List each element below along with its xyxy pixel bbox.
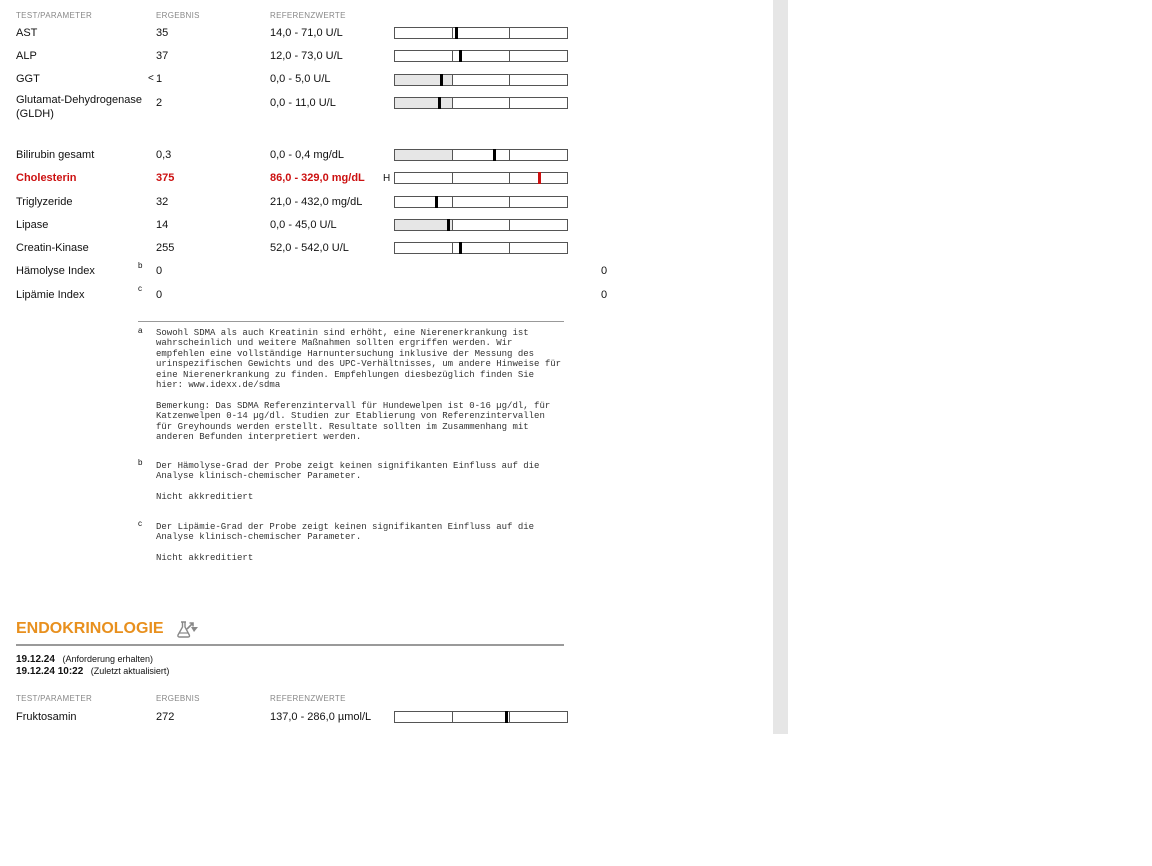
date-updated [16, 666, 169, 677]
test-name-high: Cholesterin [16, 172, 77, 184]
footnote-text: Sowohl SDMA als auch Kreatinin sind erhöht, eine Nierenerkrankung ist wahrscheinlich und weitere Maßnahmen sollten ergriffen werden. Wir empfehlen eine vollständige Harnuntersuchung inklusive der Messung des urinspezifischen Gewichts und des UPC-Verhältnisses, um andere Hinweise für eine Nierenerkrankung zu finden. Empfehlungen diesbezüglich finden Sie hier: www.idexx.de/sdma Bemerkung: Das SDMA Referenzintervall für Hundewelpen ist 0-16 µg/dl, für Katzenwelpen 0-14 µg/dl. Studien zur Etablierung von Referenzintervallen für Greyhounds werden erstellt. Resultate sollten im Zusammenhang mit anderen Befunden interpretiert werden. [156, 328, 562, 443]
range-bar [394, 711, 568, 723]
test-name: GGT [16, 73, 40, 85]
test-reference: 0,0 - 5,0 U/L [270, 73, 331, 85]
footnote-marker: a [138, 326, 143, 335]
test-name: Bilirubin gesamt [16, 149, 95, 161]
header-reference: REFERENZWERTE [270, 11, 346, 20]
range-marker [459, 242, 462, 254]
header-result: ERGEBNIS [156, 694, 200, 703]
range-marker [505, 711, 508, 723]
test-result: 37 [156, 50, 169, 62]
test-name: Creatin-Kinase [16, 242, 89, 254]
result-prefix: < [148, 73, 154, 84]
date-updated-value: 19.12.24 10:22 [16, 666, 84, 677]
range-bar [394, 242, 568, 254]
range-marker [435, 196, 438, 208]
section-title: ENDOKRINOLOGIE [16, 620, 164, 637]
index-result: 0 [156, 289, 163, 301]
test-name: Glutamat-Dehydrogenase [16, 94, 142, 106]
footnote-marker: c [138, 519, 142, 528]
test-reference: 14,0 - 71,0 U/L [270, 27, 343, 39]
date-received-label: (Anforderung erhalten) [62, 654, 154, 664]
footnote-text: Der Lipämie-Grad der Probe zeigt keinen signifikanten Einfluss auf die Analyse klinisch-chemischer Parameter. Nicht akkreditiert [156, 522, 535, 564]
index-value-right: 0 [601, 289, 608, 301]
test-reference-high: 86,0 - 329,0 mg/dL [270, 172, 365, 184]
range-marker [447, 219, 450, 231]
test-result: 0,3 [156, 149, 172, 161]
index-name: Lipämie Index [16, 289, 85, 301]
range-bar [394, 219, 568, 231]
range-marker-high [538, 172, 541, 184]
header-test: TEST/PARAMETER [16, 694, 93, 703]
section-divider [16, 644, 564, 646]
range-marker [455, 27, 458, 39]
footnote-marker: b [138, 458, 143, 467]
range-bar [394, 50, 568, 62]
range-marker [438, 97, 441, 109]
notes-divider [138, 321, 564, 322]
date-received-value: 19.12.24 [16, 654, 55, 665]
test-name: Triglyzeride [16, 196, 73, 208]
test-name: AST [16, 27, 38, 39]
index-value-right: 0 [601, 265, 608, 277]
test-result: 32 [156, 196, 169, 208]
test-result: 272 [156, 711, 175, 723]
range-marker [440, 74, 443, 86]
test-reference: 137,0 - 286,0 µmol/L [270, 711, 372, 723]
range-bar [394, 149, 568, 161]
header-reference: REFERENZWERTE [270, 694, 346, 703]
test-name: Lipase [16, 219, 49, 231]
index-name: Hämolyse Index [16, 265, 95, 277]
header-result: ERGEBNIS [156, 11, 200, 20]
range-marker [459, 50, 462, 62]
test-reference: 0,0 - 0,4 mg/dL [270, 149, 344, 161]
footnote-text: Der Hämolyse-Grad der Probe zeigt keinen signifikanten Einfluss auf die Analyse klinisch-chemischer Parameter. Nicht akkreditiert [156, 461, 540, 503]
header-test: TEST/PARAMETER [16, 11, 93, 20]
flask-arrow-icon[interactable] [176, 619, 200, 639]
index-result: 0 [156, 265, 163, 277]
test-reference: 21,0 - 432,0 mg/dL [270, 196, 363, 208]
high-flag: H [383, 173, 391, 184]
test-name: ALP [16, 50, 37, 62]
footnote-marker: c [138, 284, 142, 293]
test-result: 255 [156, 242, 175, 254]
test-reference: 0,0 - 45,0 U/L [270, 219, 337, 231]
date-updated-label: (Zuletzt aktualisiert) [90, 666, 170, 676]
range-bar [394, 196, 568, 208]
range-bar [394, 172, 568, 184]
test-result: 1 [156, 73, 163, 85]
scrollbar[interactable] [773, 0, 788, 734]
footnote-marker: b [138, 261, 143, 270]
test-reference: 52,0 - 542,0 U/L [270, 242, 349, 254]
test-result: 2 [156, 97, 163, 109]
range-bar [394, 27, 568, 39]
test-reference: 0,0 - 11,0 U/L [270, 97, 336, 109]
test-name: Fruktosamin [16, 711, 77, 723]
range-bar [394, 74, 568, 86]
range-marker [493, 149, 496, 161]
test-name-line2: (GLDH) [16, 108, 54, 120]
date-received [16, 654, 153, 665]
test-result-high: 375 [156, 172, 175, 184]
test-result: 14 [156, 219, 169, 231]
range-bar [394, 97, 568, 109]
test-result: 35 [156, 27, 169, 39]
test-reference: 12,0 - 73,0 U/L [270, 50, 343, 62]
